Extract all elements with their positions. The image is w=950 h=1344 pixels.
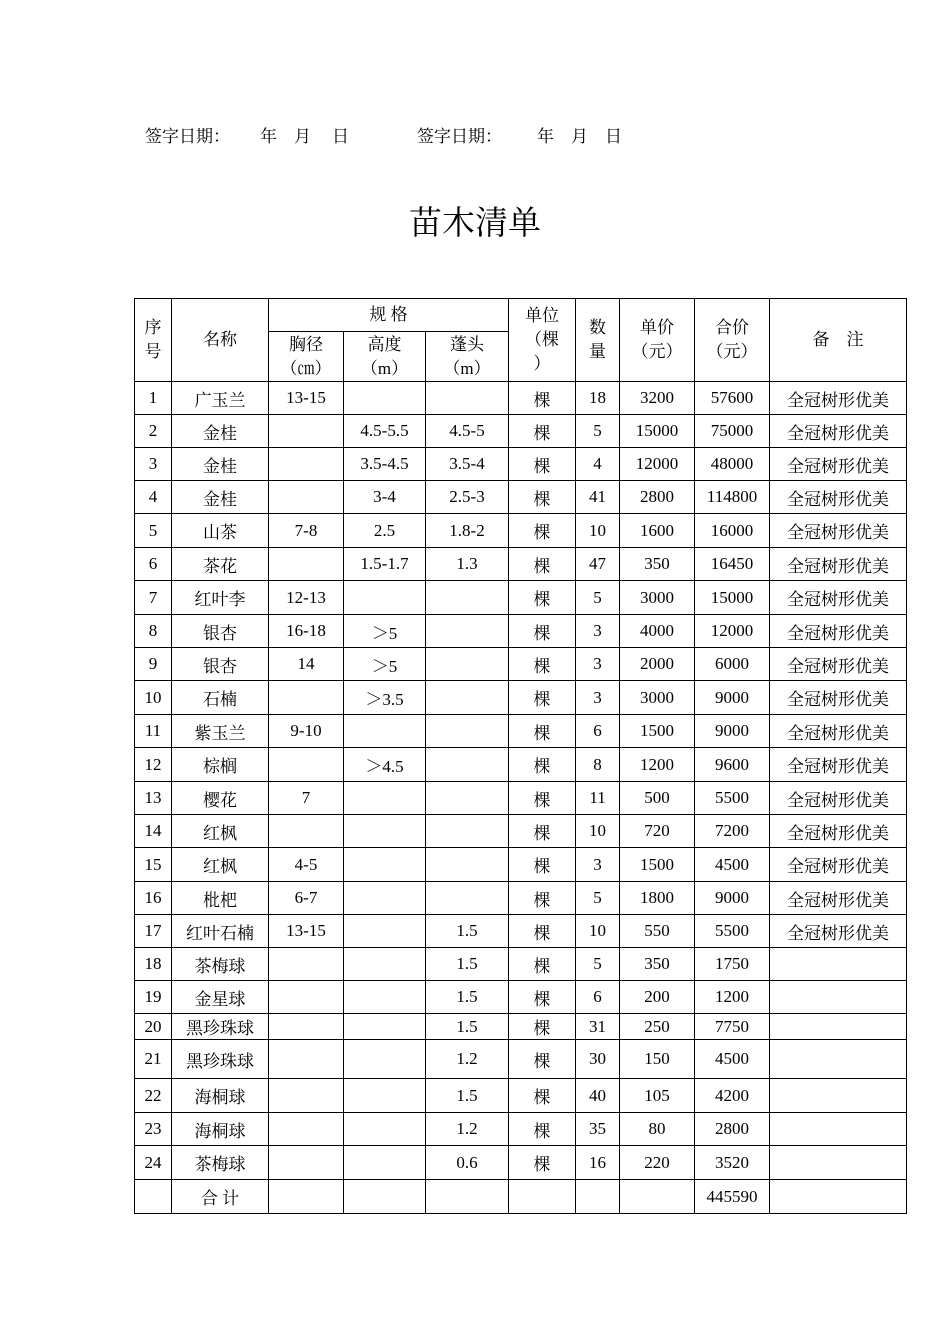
cell-seq: 21 (135, 1040, 172, 1079)
cell-name: 红叶李 (172, 581, 269, 615)
cell-seq: 16 (135, 882, 172, 915)
cell-qty: 3 (576, 615, 620, 648)
cell-unit: 棵 (509, 648, 576, 681)
cell-dbh (269, 1113, 344, 1146)
cell-note: 全冠树形优美 (770, 915, 907, 948)
cell-height (344, 1040, 426, 1079)
cell-note: 全冠树形优美 (770, 615, 907, 648)
cell-dbh (269, 548, 344, 581)
cell-price: 250 (620, 1014, 695, 1040)
cell-total: 75000 (695, 415, 770, 448)
cell-height (344, 1146, 426, 1180)
cell-note (770, 1079, 907, 1113)
cell-seq: 1 (135, 382, 172, 415)
col-header-total: 合价 （元） (695, 299, 770, 382)
cell-price: 200 (620, 981, 695, 1014)
cell-unit: 棵 (509, 681, 576, 715)
cell-seq: 2 (135, 415, 172, 448)
cell-unit: 棵 (509, 1014, 576, 1040)
cell-crown (426, 681, 509, 715)
cell-unit: 棵 (509, 548, 576, 581)
cell-seq: 9 (135, 648, 172, 681)
cell-name: 红枫 (172, 848, 269, 882)
cell-crown: 1.5 (426, 1014, 509, 1040)
cell-height: 2.5 (344, 514, 426, 548)
sign-year-1: 年 (260, 127, 277, 146)
cell-seq: 22 (135, 1079, 172, 1113)
cell-name: 茶梅球 (172, 1146, 269, 1180)
cell-seq: 24 (135, 1146, 172, 1180)
cell-total: 1750 (695, 948, 770, 981)
cell-total: 9600 (695, 748, 770, 782)
cell-note: 全冠树形优美 (770, 782, 907, 815)
cell-name: 金桂 (172, 415, 269, 448)
cell-unit: 棵 (509, 715, 576, 748)
cell-crown (426, 581, 509, 615)
cell-price: 4000 (620, 615, 695, 648)
sign-month-1: 月 (294, 127, 311, 146)
table-row (135, 815, 907, 848)
cell-note: 全冠树形优美 (770, 748, 907, 782)
cell-height (344, 1079, 426, 1113)
cell-dbh: 7-8 (269, 514, 344, 548)
cell-dbh (269, 1014, 344, 1040)
cell-crown (426, 782, 509, 815)
sign-date-label-1: 签字日期： (145, 127, 230, 146)
cell-name: 紫玉兰 (172, 715, 269, 748)
table-row (135, 615, 907, 648)
cell-seq: 12 (135, 748, 172, 782)
cell-seq: 14 (135, 815, 172, 848)
cell-dbh (269, 748, 344, 782)
cell-height: ＞5 (344, 615, 426, 648)
document-title: 苗木清单 (409, 203, 541, 242)
cell-price: 1800 (620, 882, 695, 915)
sign-day-1: 日 (332, 127, 349, 146)
cell-crown: 3.5-4 (426, 448, 509, 481)
nursery-stock-table (134, 298, 907, 1214)
cell-height (344, 882, 426, 915)
cell-dbh: 7 (269, 782, 344, 815)
cell-seq: 7 (135, 581, 172, 615)
cell-dbh (269, 948, 344, 981)
cell-dbh: 12-13 (269, 581, 344, 615)
cell-price: 3000 (620, 581, 695, 615)
col-header-name: 名称 (172, 299, 269, 382)
cell-seq: 18 (135, 948, 172, 981)
cell-crown (426, 815, 509, 848)
cell-dbh: 9-10 (269, 715, 344, 748)
cell-price: 12000 (620, 448, 695, 481)
cell-unit: 棵 (509, 915, 576, 948)
cell-dbh: 4-5 (269, 848, 344, 882)
cell-total: 7750 (695, 1014, 770, 1040)
cell-note: 全冠树形优美 (770, 848, 907, 882)
sign-date-label-2: 签字日期： (417, 127, 502, 146)
cell-total: 9000 (695, 715, 770, 748)
cell-total: 9000 (695, 681, 770, 715)
cell-qty: 8 (576, 748, 620, 782)
table-row (135, 882, 907, 915)
table-row (135, 648, 907, 681)
cell-price: 500 (620, 782, 695, 815)
table-row (135, 748, 907, 782)
cell-qty: 16 (576, 1146, 620, 1180)
cell-dbh: 13-15 (269, 382, 344, 415)
cell-height (344, 915, 426, 948)
cell-dbh (269, 415, 344, 448)
cell-crown: 1.8-2 (426, 514, 509, 548)
cell-height: ＞3.5 (344, 681, 426, 715)
cell-price: 150 (620, 1040, 695, 1079)
table-row (135, 448, 907, 481)
cell-height: ＞5 (344, 648, 426, 681)
cell-name: 樱花 (172, 782, 269, 815)
cell-dbh: 13-15 (269, 915, 344, 948)
cell-height (344, 948, 426, 981)
cell-crown: 1.2 (426, 1113, 509, 1146)
table-row (135, 1146, 907, 1180)
cell-price: 1500 (620, 715, 695, 748)
sign-year-2: 年 (537, 127, 554, 146)
cell-price: 2000 (620, 648, 695, 681)
col-header-seq: 序 号 (135, 299, 172, 382)
cell-qty: 30 (576, 1040, 620, 1079)
cell-price: 1200 (620, 748, 695, 782)
cell-name: 枇杷 (172, 882, 269, 915)
cell-seq: 13 (135, 782, 172, 815)
cell-seq: 4 (135, 481, 172, 514)
table-row (135, 915, 907, 948)
cell-dbh: 16-18 (269, 615, 344, 648)
cell-unit: 棵 (509, 1079, 576, 1113)
table-row (135, 481, 907, 514)
table-row (135, 415, 907, 448)
cell-total: 4200 (695, 1079, 770, 1113)
cell-dbh (269, 981, 344, 1014)
cell-name: 黑珍珠球 (172, 1040, 269, 1079)
table-row (135, 981, 907, 1014)
cell-total: 4500 (695, 848, 770, 882)
cell-crown: 1.5 (426, 981, 509, 1014)
cell-note (770, 1113, 907, 1146)
cell-total: 9000 (695, 882, 770, 915)
cell-qty: 41 (576, 481, 620, 514)
total-label: 合 计 (172, 1180, 269, 1214)
cell-qty: 5 (576, 581, 620, 615)
cell-note: 全冠树形优美 (770, 514, 907, 548)
cell-name: 茶花 (172, 548, 269, 581)
cell-note: 全冠树形优美 (770, 548, 907, 581)
cell-price: 350 (620, 548, 695, 581)
cell-name: 茶梅球 (172, 948, 269, 981)
cell-name: 红枫 (172, 815, 269, 848)
cell-seq: 10 (135, 681, 172, 715)
cell-qty: 47 (576, 548, 620, 581)
cell-total: 114800 (695, 481, 770, 514)
cell-unit: 棵 (509, 882, 576, 915)
cell-qty: 40 (576, 1079, 620, 1113)
cell-unit: 棵 (509, 481, 576, 514)
cell-dbh: 6-7 (269, 882, 344, 915)
cell-height (344, 1113, 426, 1146)
cell-note: 全冠树形优美 (770, 648, 907, 681)
col-header-price: 单价 （元） (620, 299, 695, 382)
cell-height: 4.5-5.5 (344, 415, 426, 448)
cell-height: 1.5-1.7 (344, 548, 426, 581)
cell-note (770, 948, 907, 981)
cell-seq: 6 (135, 548, 172, 581)
cell-dbh (269, 1040, 344, 1079)
cell-qty: 3 (576, 848, 620, 882)
table-row (135, 548, 907, 581)
cell-height (344, 581, 426, 615)
cell-height (344, 1014, 426, 1040)
cell-qty: 11 (576, 782, 620, 815)
cell-crown (426, 848, 509, 882)
cell-qty: 5 (576, 882, 620, 915)
cell-name: 黑珍珠球 (172, 1014, 269, 1040)
cell-note (770, 1014, 907, 1040)
cell-note: 全冠树形优美 (770, 415, 907, 448)
cell-qty: 10 (576, 915, 620, 948)
cell-seq: 20 (135, 1014, 172, 1040)
cell-total: 7200 (695, 815, 770, 848)
cell-name: 海桐球 (172, 1079, 269, 1113)
cell-seq: 8 (135, 615, 172, 648)
cell-name: 红叶石楠 (172, 915, 269, 948)
cell-qty: 3 (576, 648, 620, 681)
cell-price: 350 (620, 948, 695, 981)
cell-unit: 棵 (509, 581, 576, 615)
cell-name: 金桂 (172, 448, 269, 481)
cell-price: 550 (620, 915, 695, 948)
cell-price: 720 (620, 815, 695, 848)
cell-unit: 棵 (509, 848, 576, 882)
col-header-spec: 规 格 (269, 299, 509, 332)
cell-total: 5500 (695, 782, 770, 815)
cell-qty: 35 (576, 1113, 620, 1146)
cell-seq: 19 (135, 981, 172, 1014)
cell-qty: 31 (576, 1014, 620, 1040)
cell-height: 3-4 (344, 481, 426, 514)
cell-price: 1600 (620, 514, 695, 548)
cell-dbh: 14 (269, 648, 344, 681)
cell-note: 全冠树形优美 (770, 882, 907, 915)
cell-seq: 15 (135, 848, 172, 882)
table-body (135, 382, 907, 1180)
cell-total: 16000 (695, 514, 770, 548)
cell-height: ＞4.5 (344, 748, 426, 782)
cell-name: 银杏 (172, 615, 269, 648)
table-row (135, 681, 907, 715)
cell-crown: 1.5 (426, 915, 509, 948)
cell-height (344, 782, 426, 815)
cell-price: 80 (620, 1113, 695, 1146)
cell-unit: 棵 (509, 815, 576, 848)
cell-price: 3000 (620, 681, 695, 715)
table-row (135, 1113, 907, 1146)
table-row (135, 1079, 907, 1113)
cell-qty: 18 (576, 382, 620, 415)
table-row (135, 382, 907, 415)
cell-note: 全冠树形优美 (770, 715, 907, 748)
col-header-height: 高度 （m） (344, 332, 426, 382)
cell-name: 海桐球 (172, 1113, 269, 1146)
col-header-crown: 蓬头 （m） (426, 332, 509, 382)
cell-price: 1500 (620, 848, 695, 882)
cell-note (770, 981, 907, 1014)
cell-name: 银杏 (172, 648, 269, 681)
cell-price: 3200 (620, 382, 695, 415)
cell-note (770, 1146, 907, 1180)
cell-total: 48000 (695, 448, 770, 481)
cell-dbh (269, 448, 344, 481)
cell-name: 棕榈 (172, 748, 269, 782)
cell-note: 全冠树形优美 (770, 681, 907, 715)
cell-crown (426, 648, 509, 681)
cell-price: 2800 (620, 481, 695, 514)
cell-height (344, 715, 426, 748)
cell-unit: 棵 (509, 615, 576, 648)
cell-qty: 5 (576, 948, 620, 981)
cell-height (344, 981, 426, 1014)
cell-crown (426, 882, 509, 915)
cell-dbh (269, 1079, 344, 1113)
total-row (135, 1180, 907, 1214)
table-row (135, 581, 907, 615)
cell-total: 3520 (695, 1146, 770, 1180)
cell-note: 全冠树形优美 (770, 481, 907, 514)
table-row (135, 848, 907, 882)
table-row (135, 1014, 907, 1040)
cell-dbh (269, 815, 344, 848)
col-header-unit: 单位 （棵 ） (509, 299, 576, 382)
cell-qty: 5 (576, 415, 620, 448)
cell-unit: 棵 (509, 1040, 576, 1079)
col-header-dbh: 胸径 （㎝） (269, 332, 344, 382)
cell-note: 全冠树形优美 (770, 815, 907, 848)
cell-name: 金星球 (172, 981, 269, 1014)
cell-crown: 1.3 (426, 548, 509, 581)
table-row (135, 782, 907, 815)
cell-name: 金桂 (172, 481, 269, 514)
cell-qty: 4 (576, 448, 620, 481)
table-row (135, 514, 907, 548)
cell-unit: 棵 (509, 748, 576, 782)
cell-crown (426, 382, 509, 415)
cell-note: 全冠树形优美 (770, 382, 907, 415)
cell-seq: 5 (135, 514, 172, 548)
cell-dbh (269, 681, 344, 715)
cell-total: 6000 (695, 648, 770, 681)
cell-unit: 棵 (509, 1113, 576, 1146)
cell-crown (426, 748, 509, 782)
cell-height (344, 382, 426, 415)
cell-total: 15000 (695, 581, 770, 615)
cell-qty: 10 (576, 815, 620, 848)
table-row (135, 948, 907, 981)
header-row-1 (135, 299, 907, 332)
cell-total: 4500 (695, 1040, 770, 1079)
cell-name: 山茶 (172, 514, 269, 548)
col-header-qty: 数 量 (576, 299, 620, 382)
cell-seq: 17 (135, 915, 172, 948)
cell-crown: 1.5 (426, 948, 509, 981)
cell-qty: 6 (576, 981, 620, 1014)
cell-seq: 11 (135, 715, 172, 748)
cell-unit: 棵 (509, 448, 576, 481)
sign-day-2: 日 (605, 127, 622, 146)
cell-unit: 棵 (509, 782, 576, 815)
cell-qty: 3 (576, 681, 620, 715)
cell-total: 57600 (695, 382, 770, 415)
table-row (135, 1040, 907, 1079)
cell-price: 220 (620, 1146, 695, 1180)
cell-height (344, 848, 426, 882)
cell-crown (426, 715, 509, 748)
col-header-note: 备 注 (770, 299, 907, 382)
cell-price: 15000 (620, 415, 695, 448)
cell-seq: 23 (135, 1113, 172, 1146)
cell-total: 2800 (695, 1113, 770, 1146)
cell-unit: 棵 (509, 382, 576, 415)
cell-crown (426, 615, 509, 648)
cell-crown: 0.6 (426, 1146, 509, 1180)
table-row (135, 715, 907, 748)
cell-crown: 2.5-3 (426, 481, 509, 514)
cell-qty: 10 (576, 514, 620, 548)
cell-price: 105 (620, 1079, 695, 1113)
cell-total: 5500 (695, 915, 770, 948)
cell-crown: 4.5-5 (426, 415, 509, 448)
cell-name: 石楠 (172, 681, 269, 715)
cell-total: 16450 (695, 548, 770, 581)
cell-total: 12000 (695, 615, 770, 648)
cell-unit: 棵 (509, 415, 576, 448)
cell-unit: 棵 (509, 981, 576, 1014)
cell-crown: 1.5 (426, 1079, 509, 1113)
cell-note: 全冠树形优美 (770, 581, 907, 615)
grand-total: 445590 (695, 1180, 770, 1214)
cell-height: 3.5-4.5 (344, 448, 426, 481)
cell-unit: 棵 (509, 514, 576, 548)
cell-note (770, 1040, 907, 1079)
cell-total: 1200 (695, 981, 770, 1014)
cell-crown: 1.2 (426, 1040, 509, 1079)
cell-height (344, 815, 426, 848)
cell-unit: 棵 (509, 1146, 576, 1180)
sign-month-2: 月 (571, 127, 588, 146)
cell-unit: 棵 (509, 948, 576, 981)
cell-seq: 3 (135, 448, 172, 481)
cell-name: 广玉兰 (172, 382, 269, 415)
cell-note: 全冠树形优美 (770, 448, 907, 481)
cell-qty: 6 (576, 715, 620, 748)
cell-dbh (269, 481, 344, 514)
cell-dbh (269, 1146, 344, 1180)
